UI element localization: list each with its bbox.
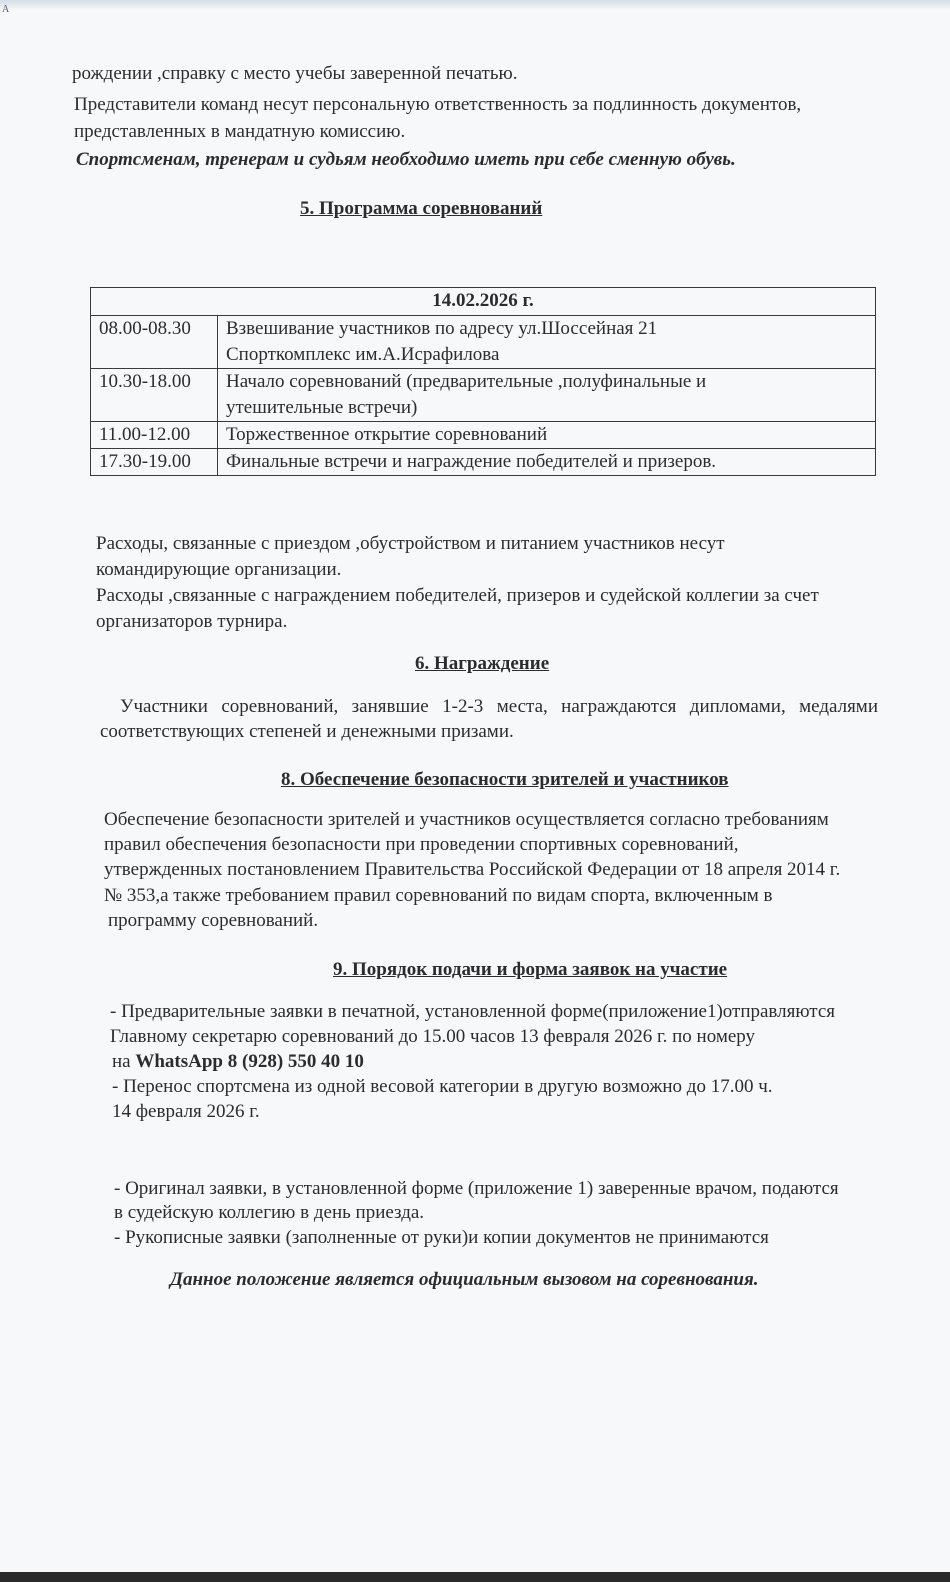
table-row xyxy=(91,369,876,422)
schedule-event xyxy=(218,316,876,369)
section-6-heading: 6. Награждение xyxy=(415,653,550,674)
award-line: Участники соревнований, занявшие 1-2-3 места, награждаются дипломами, медалями xyxy=(120,696,878,717)
section-8-heading: 8. Обеспечение безопасности зрителей и участников xyxy=(281,769,729,790)
safety-line: программу соревнований. xyxy=(108,910,319,931)
page-bottom-edge xyxy=(0,1572,950,1582)
table-row xyxy=(91,316,876,369)
table-row xyxy=(91,422,876,449)
lead-line: Представители команд несут персональную ответственность за подлинность документов, xyxy=(74,94,802,115)
award-line: соответствующих степеней и денежными призами. xyxy=(100,721,514,742)
expenses-line: Расходы ,связанные с награждением победителей, призеров и судейской коллегии за счет xyxy=(96,585,819,606)
original-line: - Рукописные заявки (заполненные от руки)и копии документов не принимаются xyxy=(114,1227,769,1248)
lead-line: рождении ,справку с место учебы заверенной печатью. xyxy=(72,63,518,84)
schedule-table xyxy=(90,287,876,476)
safety-line: утвержденных постановлением Правительства Российской Федерации от 18 апреля 2014 г. xyxy=(104,859,841,880)
whatsapp-number: WhatsApp 8 (928) 550 40 10 xyxy=(135,1051,364,1072)
whatsapp-line xyxy=(112,1050,364,1074)
schedule-event-line: утешительные встречи) xyxy=(226,397,418,418)
schedule-event: Торжественное открытие соревнований xyxy=(218,422,876,449)
schedule-time: 11.00-12.00 xyxy=(91,422,218,449)
schedule-time: 08.00-08.30 xyxy=(91,316,218,369)
schedule-event-line: Спорткомплекс им.А.Исрафилова xyxy=(226,344,500,365)
whatsapp-prefix: на xyxy=(112,1051,136,1072)
schedule-event: Финальные встречи и награждение победителей и призеров. xyxy=(218,449,876,476)
application-line: 14 февраля 2026 г. xyxy=(112,1101,260,1122)
table-row xyxy=(91,449,876,476)
shoes-note: Спортсменам, тренерам и судьям необходимо иметь при себе сменную обувь. xyxy=(76,149,736,170)
schedule-date: 14.02.2026 г. xyxy=(91,288,876,316)
section-9-heading: 9. Порядок подачи и форма заявок на участие xyxy=(333,959,728,980)
safety-line: правил обеспечения безопасности при проведении спортивных соревнований, xyxy=(104,834,739,855)
expenses-line: организаторов турнира. xyxy=(96,611,288,632)
page-top-edge xyxy=(0,0,950,10)
schedule-time: 17.30-19.00 xyxy=(91,449,218,476)
corner-mark: A xyxy=(2,4,10,15)
safety-line: № 353,а также требованием правил соревнований по видам спорта, включенным в xyxy=(104,885,773,906)
expenses-line: Расходы, связанные с приездом ,обустройством и питанием участников несут xyxy=(96,533,725,554)
schedule-event-line: Взвешивание участников по адресу ул.Шоссейная 21 xyxy=(226,318,658,339)
schedule-time: 10.30-18.00 xyxy=(91,369,218,422)
official-note: Данное положение является официальным вызовом на соревнования. xyxy=(170,1269,759,1290)
schedule-date-row xyxy=(91,288,876,316)
application-line: Главному секретарю соревнований до 15.00 часов 13 февраля 2026 г. по номеру xyxy=(110,1026,756,1047)
application-line: - Перенос спортсмена из одной весовой категории в другую возможно до 17.00 ч. xyxy=(112,1076,773,1097)
safety-line: Обеспечение безопасности зрителей и участников осуществляется согласно требованиям xyxy=(104,809,829,830)
original-line: - Оригинал заявки, в установленной форме (приложение 1) заверенные врачом, подаются xyxy=(114,1178,839,1199)
section-5-heading: 5. Программа соревнований xyxy=(300,198,543,219)
lead-line: представленных в мандатную комиссию. xyxy=(74,121,406,142)
expenses-line: командирующие организации. xyxy=(96,559,342,580)
application-line: - Предварительные заявки в печатной, установленной форме(приложение1)отправляются xyxy=(110,1001,836,1022)
schedule-event xyxy=(218,369,876,422)
schedule-event-line: Начало соревнований (предварительные ,полуфинальные и xyxy=(226,371,707,392)
original-line: в судейскую коллегию в день приезда. xyxy=(114,1202,425,1223)
